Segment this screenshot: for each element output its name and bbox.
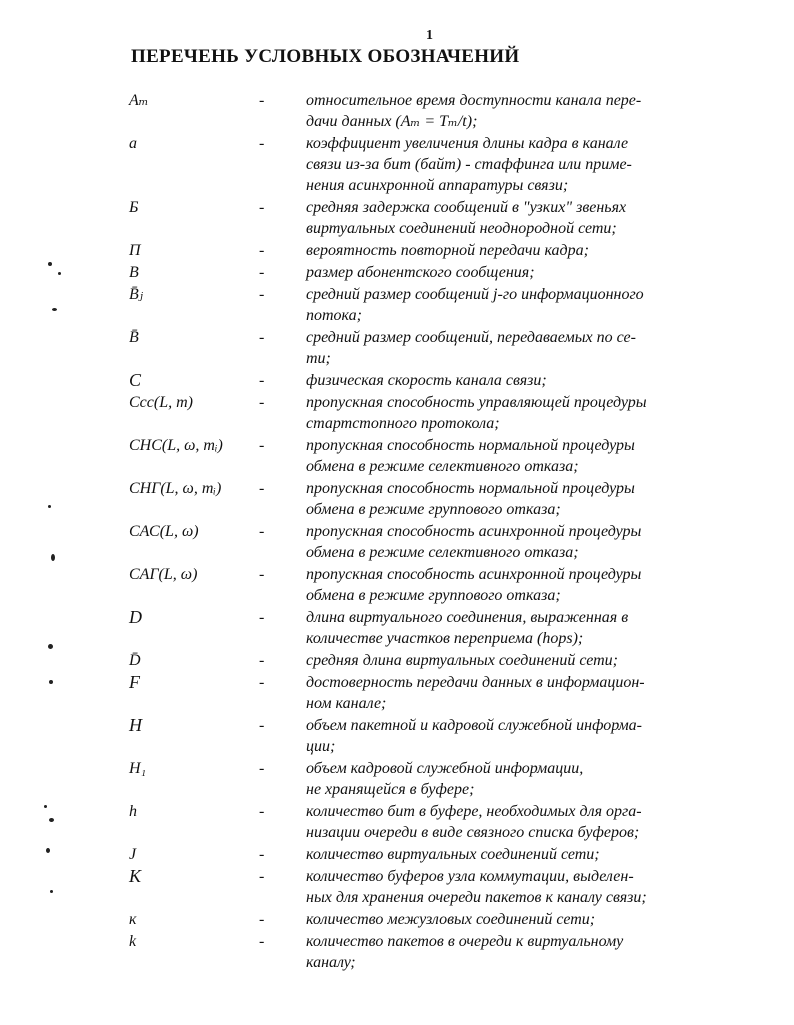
symbol-definition [306, 564, 716, 606]
definition-line: количество бит в буфере, необходимых для орга- [306, 803, 642, 820]
symbol-definition [306, 197, 716, 239]
definition-line: количестве участков переприема (hops); [306, 630, 584, 647]
symbol-entry [0, 758, 794, 800]
symbol-definition [306, 866, 716, 908]
definition-line: объем пакетной и кадровой служебной информа- [306, 717, 642, 734]
definition-line: относительное время доступности канала пере- [306, 92, 642, 109]
page-title: ПЕРЕЧЕНЬ УСЛОВНЫХ ОБОЗНАЧЕНИЙ [131, 46, 520, 67]
symbol-notation: B̄ [129, 329, 139, 346]
symbol-definition [306, 844, 716, 865]
definition-line: достоверность передачи данных в информацион- [306, 674, 645, 691]
symbol-definition [306, 521, 716, 563]
definition-line: средний размер сообщений, передаваемых по се- [306, 329, 636, 346]
definition-line: не хранящейся в буфере; [306, 781, 475, 798]
symbol-notation: J [129, 846, 137, 863]
symbol-notation: D [129, 607, 142, 627]
symbol-notation: D̄ [129, 652, 141, 669]
definition-line: связи из-за бит (байт) - стаффинга или приме- [306, 156, 632, 173]
separator-dash: - [259, 717, 265, 734]
symbol-definition [306, 931, 716, 973]
definition-line: длина виртуального соединения, выраженная в [306, 609, 629, 626]
definition-line: пропускная способность асинхронной процедуры [306, 566, 642, 583]
symbol-entry [0, 197, 794, 239]
symbol-entry [0, 435, 794, 477]
symbol-notation: CНГ(L, ω, mᵢ) [129, 480, 222, 497]
symbol-notation: CАС(L, ω) [129, 523, 199, 540]
symbol-definition [306, 650, 716, 671]
symbol-entry [0, 90, 794, 132]
symbol-definition [306, 607, 716, 649]
definition-line: средняя задержка сообщений в "узких" звеньях [306, 199, 627, 216]
separator-dash: - [259, 92, 265, 109]
definition-line: низации очереди в виде связного списка буферов; [306, 824, 640, 841]
symbol-notation: Ccc(L, m) [129, 394, 193, 411]
separator-dash: - [259, 286, 265, 303]
separator-dash: - [259, 329, 265, 346]
separator-dash: - [259, 566, 265, 583]
definition-line: пропускная способность управляющей процедуры [306, 394, 647, 411]
separator-dash: - [259, 911, 265, 928]
separator-dash: - [259, 803, 265, 820]
symbol-notation: H₁ [129, 760, 147, 777]
symbol-entry [0, 521, 794, 563]
separator-dash: - [259, 933, 265, 950]
symbol-entry [0, 240, 794, 261]
definition-line: количество пакетов в очереди к виртуальному [306, 933, 624, 950]
definition-line: пропускная способность нормальной процедуры [306, 437, 635, 454]
symbol-entry [0, 284, 794, 326]
symbol-entry [0, 133, 794, 196]
symbol-notation: B̄ⱼ [129, 286, 143, 303]
definition-line: количество буферов узла коммутации, выделен- [306, 868, 634, 885]
page-number: 1 [426, 28, 433, 43]
separator-dash: - [259, 480, 265, 497]
symbol-definition [306, 284, 716, 326]
symbol-notation: h [129, 803, 137, 820]
symbol-notation: C [129, 370, 142, 390]
separator-dash: - [259, 609, 265, 626]
symbol-notation: F [129, 672, 140, 692]
definition-line: размер абонентского сообщения; [306, 264, 535, 281]
definition-line: пропускная способность нормальной процедуры [306, 480, 635, 497]
separator-dash: - [259, 868, 265, 885]
definition-line: вероятность повторной передачи кадра; [306, 242, 589, 259]
symbol-definition [306, 262, 716, 283]
symbol-entry [0, 715, 794, 757]
definition-line: ных для хранения очереди пакетов к каналу связи; [306, 889, 647, 906]
definition-line: ном канале; [306, 695, 387, 712]
symbol-notation: CАГ(L, ω) [129, 566, 198, 583]
symbol-entry [0, 607, 794, 649]
symbol-entry [0, 931, 794, 973]
symbol-definition [306, 758, 716, 800]
separator-dash: - [259, 760, 265, 777]
definition-line: количество виртуальных соединений сети; [306, 846, 600, 863]
symbol-definition [306, 392, 716, 434]
separator-dash: - [259, 372, 265, 389]
definition-line: каналу; [306, 954, 356, 971]
definition-line: виртуальных соединений неоднородной сети; [306, 220, 617, 237]
symbol-entry [0, 370, 794, 391]
definition-line: нения асинхронной аппаратуры связи; [306, 177, 569, 194]
definition-line: физическая скорость канала связи; [306, 372, 547, 389]
symbol-definition [306, 240, 716, 261]
definition-line: обмена в режиме селективного отказа; [306, 544, 579, 561]
definition-line: обмена в режиме группового отказа; [306, 501, 561, 518]
definition-line: обмена в режиме группового отказа; [306, 587, 561, 604]
separator-dash: - [259, 394, 265, 411]
symbol-entry [0, 564, 794, 606]
symbol-entry [0, 672, 794, 714]
separator-dash: - [259, 199, 265, 216]
symbol-notation: B [129, 264, 139, 281]
symbol-notation: H [129, 715, 142, 735]
separator-dash: - [259, 523, 265, 540]
symbol-definition [306, 672, 716, 714]
symbol-definition [306, 435, 716, 477]
symbol-entry [0, 844, 794, 865]
definition-line: средняя длина виртуальных соединений сети; [306, 652, 618, 669]
definition-line: обмена в режиме селективного отказа; [306, 458, 579, 475]
definition-line: стартстопного протокола; [306, 415, 500, 432]
symbol-definition [306, 478, 716, 520]
definition-line: количество межузловых соединений сети; [306, 911, 596, 928]
symbol-entry [0, 392, 794, 434]
symbol-definition [306, 90, 716, 132]
symbols-list [0, 90, 794, 974]
definition-line: пропускная способность асинхронной процедуры [306, 523, 642, 540]
symbol-notation: k [129, 933, 137, 950]
symbol-entry [0, 801, 794, 843]
definition-line: коэффициент увеличения длины кадра в канале [306, 135, 629, 152]
symbol-entry [0, 650, 794, 671]
symbol-entry [0, 262, 794, 283]
symbol-definition [306, 327, 716, 369]
symbol-definition [306, 715, 716, 757]
symbol-notation: K [129, 866, 142, 886]
symbol-notation: Б [129, 199, 139, 216]
separator-dash: - [259, 674, 265, 691]
symbol-definition [306, 801, 716, 843]
definition-line: потока; [306, 307, 362, 324]
definition-line: ции; [306, 738, 336, 755]
symbol-notation: CНС(L, ω, mᵢ) [129, 437, 223, 454]
separator-dash: - [259, 242, 265, 259]
separator-dash: - [259, 135, 265, 152]
symbol-definition [306, 909, 716, 930]
symbol-entry [0, 866, 794, 908]
definition-line: объем кадровой служебной информации, [306, 760, 584, 777]
definition-line: средний размер сообщений j-го информационного [306, 286, 644, 303]
symbol-notation: Aₘ [129, 92, 149, 109]
symbol-entry [0, 327, 794, 369]
definition-line: дачи данных (Aₘ = Tₘ/t); [306, 113, 478, 130]
separator-dash: - [259, 846, 265, 863]
symbol-definition [306, 370, 716, 391]
symbol-notation: a [129, 135, 137, 152]
symbol-notation: к [129, 911, 137, 928]
separator-dash: - [259, 264, 265, 281]
symbol-definition [306, 133, 716, 196]
symbol-entry [0, 909, 794, 930]
separator-dash: - [259, 652, 265, 669]
symbol-notation: П [129, 242, 141, 259]
separator-dash: - [259, 437, 265, 454]
symbol-entry [0, 478, 794, 520]
definition-line: ти; [306, 350, 331, 367]
